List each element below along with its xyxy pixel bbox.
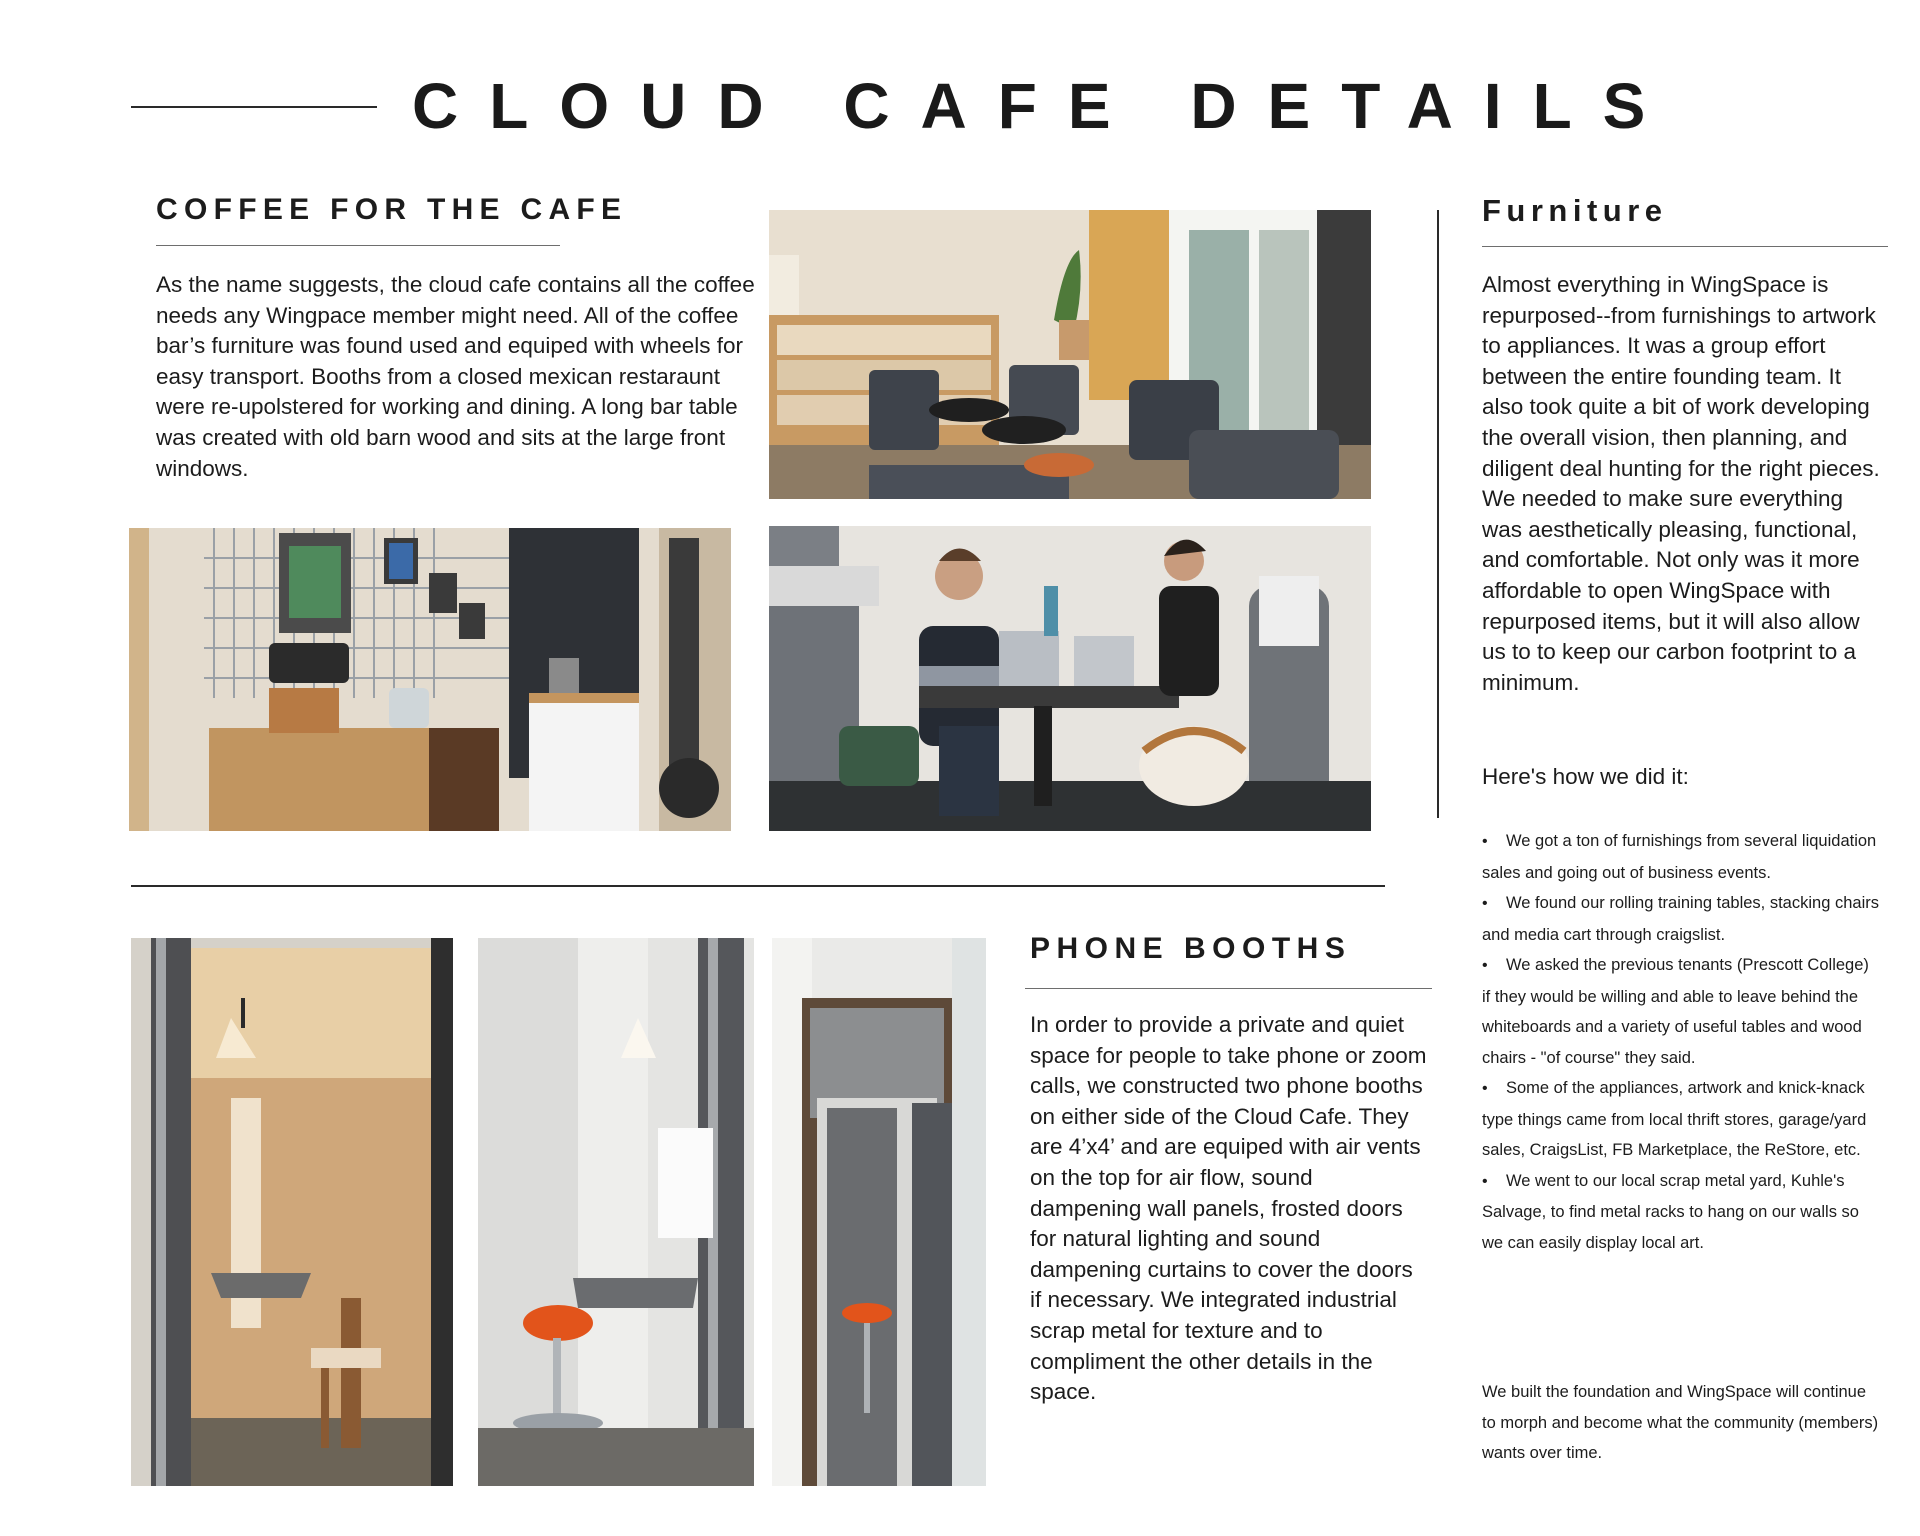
- furniture-heading: Furniture: [1482, 193, 1668, 228]
- column-divider: [1437, 210, 1439, 818]
- list-item: • Some of the appliances, artwork and knick-knack type things came from local thrift stores, garage/yard sales, CraigsList, FB Marketplace, the ReStore, etc.: [1482, 1073, 1880, 1166]
- phone-booth-photo-3: [772, 938, 986, 1486]
- bullet-icon: •: [1482, 957, 1488, 974]
- coffee-body: As the name suggests, the cloud cafe contains all the coffee needs any Wingpace member might need. All of the coffee bar’s furniture was found used and equiped with wheels for easy transport. Booths from a closed mexican restaraunt were re-upolstered for working and dining. A long bar table was created with old barn wood and sits at the large front windows.: [156, 272, 755, 481]
- bullet-icon: •: [1482, 895, 1488, 912]
- phone-booths-body: In order to provide a private and quiet space for people to take phone or zoom calls, we constructed two phone booths on either side of the Cloud Cafe. They are 4’x4’ and are equiped with air vents on the top for air flow, sound dampening wall panels, frosted doors for natural lighting and sound dampening curtains to cover the doors if necessary. We integrated industrial scrap metal for texture and to compliment the other details in the space.: [1030, 1012, 1427, 1405]
- furniture-closing: We built the foundation and WingSpace will continue to morph and become what the community (members) wants over time.: [1482, 1383, 1879, 1462]
- page-title: CLOUD CAFE DETAILS: [412, 70, 1677, 142]
- how-we-did-it-heading: Here's how we did it:: [1482, 764, 1689, 789]
- furniture-heading-rule: [1482, 246, 1888, 247]
- furniture-list: [1482, 826, 1880, 1258]
- coffee-heading-rule: [156, 245, 560, 246]
- phone-booth-photo-1: [131, 938, 453, 1486]
- phone-booth-photo-2: [478, 938, 754, 1486]
- section-divider: [131, 885, 1385, 887]
- list-item: • We found our rolling training tables, stacking chairs and media cart through craigslist.: [1482, 888, 1880, 950]
- furniture-body: Almost everything in WingSpace is repurposed--from furnishings to artwork to appliances. It was a group effort between the entire founding team. It also took quite a bit of work developing the overall vision, then planning, and diligent deal hunting for the right pieces. We needed to make sure everything was aesthetically pleasing, functional, and comfortable. Not only was it more affordable to open WingSpace with repurposed items, but it will also allow us to to keep our carbon footprint to a minimum.: [1482, 272, 1880, 695]
- bullet-icon: •: [1482, 1080, 1488, 1097]
- bullet-icon: •: [1482, 833, 1488, 850]
- coffee-heading: COFFEE FOR THE CAFE: [156, 193, 628, 226]
- coffee-bar-photo: [129, 528, 731, 831]
- lounge-photo: [769, 210, 1371, 499]
- list-item: • We asked the previous tenants (Prescott College) if they would be willing and able to leave behind the whiteboards and a variety of useful tables and wood chairs - "of course" they said.: [1482, 950, 1880, 1073]
- list-item: • We got a ton of furnishings from several liquidation sales and going out of business events.: [1482, 826, 1880, 888]
- title-rule: [131, 106, 377, 108]
- list-item: • We went to our local scrap metal yard, Kuhle's Salvage, to find metal racks to hang on our walls so we can easily display local art.: [1482, 1166, 1880, 1259]
- phone-booths-heading-rule: [1025, 988, 1432, 989]
- booth-seating-photo: [769, 526, 1371, 831]
- bullet-icon: •: [1482, 1172, 1488, 1190]
- phone-booths-heading: PHONE BOOTHS: [1030, 932, 1352, 965]
